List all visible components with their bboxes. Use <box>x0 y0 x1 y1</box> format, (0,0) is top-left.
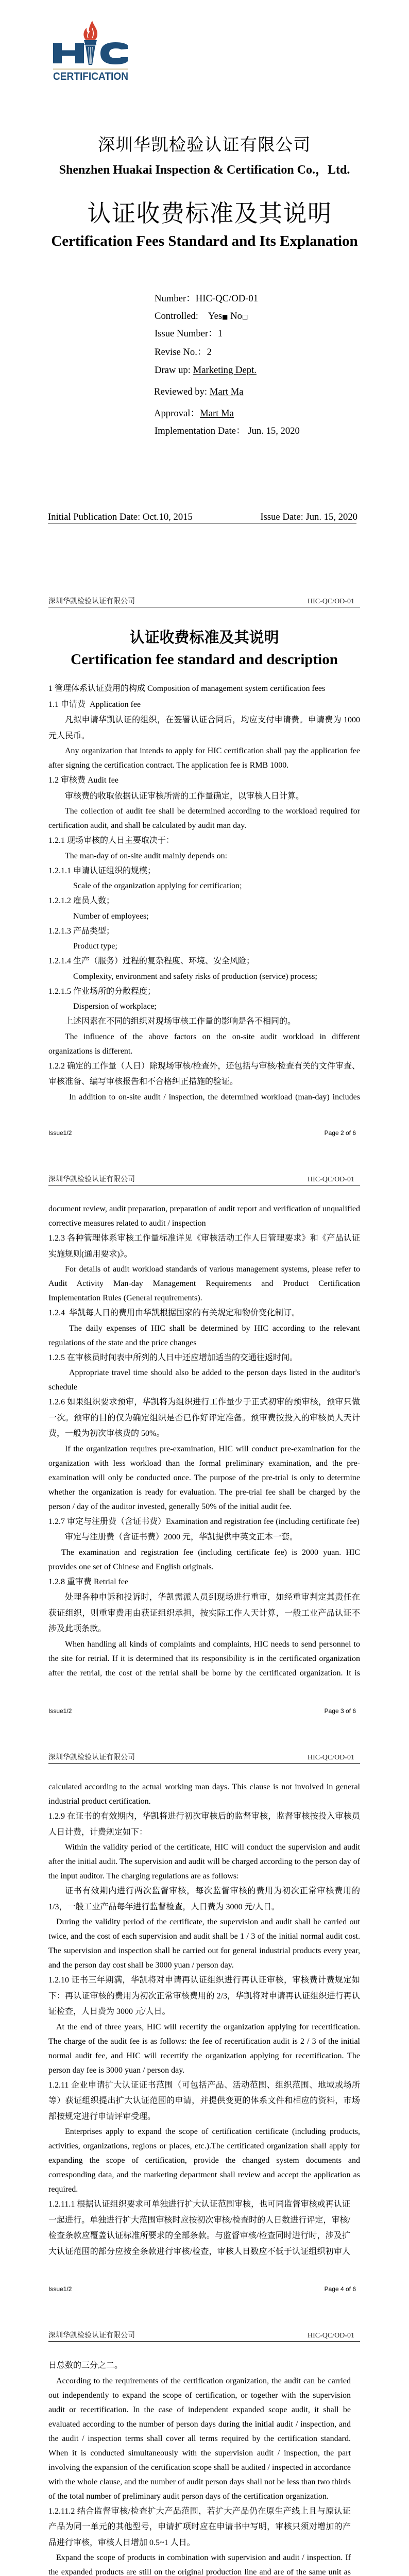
body-paragraph: Enterprises apply to expand the scope of certification certificate (including products, activities, organizations, regions or places, etc.).The certificated organization shall apply for expanding the scope of certification, provide the changed system documents and corresponding data, and the marketing department shall review and accept the application as required. <box>48 2127 360 2194</box>
header-company-name: 深圳华凯检验认证有限公司 <box>48 1176 135 1183</box>
body-paragraph: Appropriate travel time should also be added to the person days listed in the auditor's schedule <box>48 1368 360 1392</box>
hic-certification-logo <box>53 21 128 80</box>
body-paragraph: 凡拟申请华凯认证的组织，在签署认证合同后，均应支付申请费。申请费为 1000 元人民币。 <box>48 716 360 740</box>
clause-heading: 1.2.11.1 根据认证组织要求可单独进行扩大认证范围审核，也可同监督审核或再认证一起进行。单独进行扩大范围审核时应按初次审核/检查时的人日数进行评定，审核/检查条款应覆盖认证标准所要求的全部条款。与监督审核/检查同时进行时，涉及扩大认证范围的部分应按全条款进行审核/检查，审核人日数应不低于认证组织初审人 <box>48 2200 350 2256</box>
page-body <box>48 2358 360 2576</box>
issue-date: Issue Date: Jun. 15, 2020 <box>260 512 357 522</box>
list-item: Complexity, environment and safety risks of production (service) process; <box>73 972 317 981</box>
clause-heading: 1.2.8 重审费 Retrial fee <box>48 1577 129 1586</box>
issue-number-label: Issue Number： <box>155 328 218 339</box>
page-header <box>48 596 360 607</box>
page-footer <box>48 2285 356 2293</box>
footer-issue: Issue1/2 <box>48 1707 72 1715</box>
list-item: Product type; <box>73 942 117 951</box>
footer-issue: Issue1/2 <box>48 2285 72 2293</box>
clause-heading: 1.2.5 在审核员时间表中所列的人日中还应增加适当的交通往返时间。 <box>48 1353 298 1362</box>
body-paragraph: The man-day of on-site audit mainly depends on: <box>65 851 228 860</box>
clause-heading: 1.2.11 企业申请扩大认证证书范围（可包括产品、活动范围、组织范围、地域或场所等）获证组织提出扩大认证范围的申请，并提供变更的体系文件和相应的资料，市场部按规定进行申请评审受理。 <box>48 2080 360 2121</box>
controlled-no-label: No <box>230 311 242 321</box>
section-title-en: Certification fee standard and description <box>71 651 338 668</box>
footer-page-number: Page 2 of 6 <box>324 1129 356 1137</box>
body-paragraph: 上述因素在不同的组织对现场审核工作量的影响是各不相同的。 <box>65 1017 296 1026</box>
document-title-en: Certification Fees Standard and Its Explanation <box>51 233 358 249</box>
draw-up-label: Draw up: <box>155 365 193 376</box>
cover-page <box>0 0 409 578</box>
clause-heading: 1.2.1.2 雇员人数； <box>48 896 115 905</box>
body-paragraph: For details of audit workload standards of various management systems, please refer to Audit Activity Man-day Management Requirements and Product Certification Implementation Rules (General requirements). <box>48 1265 360 1302</box>
body-paragraph: 审核费的收取依据认证审核所需的工作量确定，以审核人日计算。 <box>65 791 304 801</box>
section-title-cn: 认证收费标准及其说明 <box>129 630 279 646</box>
header-document-number: HIC-QC/OD-01 <box>308 1176 354 1183</box>
clause-heading: 1.2.2 确定的工作量（人日）除现场审核/检查外，还包括与审核/检查有关的文件审查、审核准备、编写审核报告和不合格纠正措施的验证。 <box>48 1061 360 1086</box>
issue-number-value: 1 <box>217 328 223 339</box>
page-footer <box>48 1707 356 1715</box>
body-paragraph: The daily expenses of HIC shall be determined by HIC according to the relevant regulations of the state and the price changes <box>48 1324 360 1347</box>
body-paragraph: 处理各种申诉和投诉时，华凯需派人员到现场进行重审，如经重审判定其责任在获证组织，则重审费用由获证组织承担，按实际工作人天计算，一般工业产品认证不涉及此项条款。 <box>48 1593 360 1633</box>
revise-no-label: Revise No.： <box>155 347 207 358</box>
meta-number <box>155 293 258 305</box>
document-page-5 <box>0 2312 409 2576</box>
document-page-3 <box>0 1156 409 1734</box>
page-header <box>48 2330 360 2342</box>
approval-label: Approval： <box>154 408 200 419</box>
logo-torch-icon <box>83 21 97 65</box>
body-paragraph: The influence of the above factors on the on-site audit workload in different organizations is different. <box>48 1032 360 1056</box>
document-page-4 <box>0 1734 409 2312</box>
page-body <box>48 1202 360 1681</box>
controlled-options <box>208 311 248 321</box>
clause-heading: 1.2 审核费 Audit fee <box>48 776 118 785</box>
body-paragraph: In addition to on-site audit / inspection, the determined workload (man-day) includes <box>69 1092 360 1101</box>
body-paragraph: Any organization that intends to apply for HIC certification shall pay the application fee after signing the certification contract. The application fee is RMB 1000. <box>48 747 360 770</box>
number-label: Number： <box>155 293 196 304</box>
footer-page-number: Page 4 of 6 <box>324 2285 356 2293</box>
implementation-date-value: Jun. 15, 2020 <box>248 426 300 436</box>
clause-heading: 1.2.11.2 结合监督审核/检查扩大产品范围，若扩大产品仍在原生产线上且与原认证产品为同一单元的其他型号，申请扩项时应在申请书中写明，审核只须对增加的产品进行审核，审核人日增加 0.5~1 人日。 <box>48 2506 351 2547</box>
body-paragraph: During the validity period of the certificate, the supervision and audit shall be carried out twice, and the cost of each supervision and audit shall be 1 / 3 of the initial normal audit cost. The supervision and inspection shall be carried out for general industrial products every year, and the person day cost shall be 3000 yuan / person day. <box>48 1918 360 1970</box>
reviewed-by-label: Reviewed by: <box>154 386 210 397</box>
footer-page-number: Page 3 of 6 <box>324 1707 356 1715</box>
document-pages <box>0 578 409 2576</box>
header-document-number: HIC-QC/OD-01 <box>308 2332 354 2340</box>
reviewed-by-value: Mart Ma <box>209 386 244 397</box>
document-title-cn: 认证收费标准及其说明 <box>87 200 332 227</box>
clause-heading: 1.2.1.3 产品类型； <box>48 926 115 936</box>
logo-letter-h-icon <box>53 43 84 63</box>
clause-heading: 1.2.1.1 申请认证组织的规模； <box>48 866 156 875</box>
approval-value: Mart Ma <box>200 408 234 419</box>
body-paragraph: According to the requirements of the certification organization, the audit can be carried out independently to expand the scope of certification, or together with the supervision audit or recertification. In the case of independent expanded scope audit, it shall be evaluated according to the number of person days during the initial audit / inspection, and the audit / inspection terms shall cover all terms required by the certification standard. When it is conducted simultaneously with the supervision audit / inspection, the part involving the expansion of the certification scope shall be audited / inspected in accordance with the whole clause, and the number of audit person days shall not be less than two thirds of the total number of preliminary audit person days of the certification organization. <box>48 2376 351 2501</box>
page-body <box>48 624 360 1105</box>
controlled-yes-label: Yes <box>208 311 223 321</box>
meta-implementation-date <box>155 425 300 437</box>
clause-heading: 1.2.10 证书三年期满，华凯将对申请再认证组织进行再认证审核，审核费计费规定如下：再认证审核的费用为初次正常审核费用的 2/3，华凯将对申请再认证组织进行再认证检查，人日费为 3000 元/人日。 <box>48 1976 360 2016</box>
document-page-2 <box>0 578 409 1156</box>
page-footer <box>48 1129 356 1137</box>
flame-icon <box>83 21 97 40</box>
body-paragraph: The examination and registration fee (including certificate fee) is 2000 yuan. HIC provides one set of Chinese and English originals. <box>48 1548 360 1571</box>
body-paragraph: If the organization requires pre-examination, HIC will conduct pre-examination for the organization with less workload than the formal preliminary examination, and the pre-examination will only be conducted once. The purpose of the pre-trial is only to determine whether the organization is ready for evaluation. The pre-trial fee shall be charged by the person / day of the auditor invested, generally 50% of the initial audit fee. <box>48 1444 360 1511</box>
body-paragraph: At the end of three years, HIC will recertify the organization applying for recertification. The charge of the audit fee is as follows: the fee of recertification audit is 2 / 3 of the initial normal audit fee, and HIC will recertify the organization applying for recertification. The person day fee is 3000 yuan / person day. <box>48 2022 360 2075</box>
draw-up-value: Marketing Dept. <box>193 365 257 376</box>
body-paragraph: Within the validity period of the certificate, HIC will conduct the supervision and audit after the initial audit. The supervision and audit will be charged according to the person day of the input auditor. The charging regulations are as follows: <box>48 1843 360 1880</box>
body-paragraph: 审定与注册费（含证书费）2000 元，华凯提供中英文正本一套。 <box>65 1533 298 1541</box>
body-paragraph: The collection of audit fee shall be determined according to the workload required for certification audit, and shall be calculated by audit man day. <box>48 807 360 830</box>
publication-dates <box>48 511 356 523</box>
clause-heading: 1.2.6 如果组织要求预审，华凯将为组织进行工作量少于正式初审的预审核，预审只做一次。预审的目的仅为确定组织是否已作好评定准备。预审费按投入的审核员人天计费，一般为初次审核费的 50%。 <box>48 1398 360 1438</box>
page-header <box>48 1752 360 1764</box>
controlled-label: Controlled: <box>155 311 198 321</box>
implementation-date-label: Implementation Date： <box>155 426 248 436</box>
list-item: Number of employees; <box>73 911 149 921</box>
body-paragraph: document review, audit preparation, preparation of audit report and verification of unqualified corrective measures related to audit / inspection <box>48 1205 360 1228</box>
logo-graphic <box>53 21 128 80</box>
clause-heading: 1.2.7 审定与注册费（含证书费）Examination and registration fee (including certificate fee) <box>48 1517 360 1526</box>
body-paragraph: 日总数的三分之二。 <box>48 2361 123 2370</box>
meta-reviewed-by <box>154 386 244 398</box>
number-value: HIC-QC/OD-01 <box>195 293 259 304</box>
footer-issue: Issue1/2 <box>48 1129 72 1137</box>
logo-letter-c-icon <box>100 42 128 64</box>
header-document-number: HIC-QC/OD-01 <box>308 1754 354 1761</box>
list-item: Scale of the organization applying for certification; <box>73 882 242 890</box>
clause-heading: 1.2.9 在证书的有效期内，华凯将进行初次审核后的监督审核，监督审核按投入审核员人日计费，计费规定如下： <box>48 1812 360 1837</box>
logo-tagline: CERTIFICATION <box>53 71 128 80</box>
clause-heading: 1 管理体系认证费用的构成 Composition of management system certification fees <box>48 684 326 693</box>
body-paragraph: calculated according to the actual working man days. This clause is not involved in general industrial product certification. <box>48 1783 360 1806</box>
header-company-name: 深圳华凯检验认证有限公司 <box>48 598 135 605</box>
header-document-number: HIC-QC/OD-01 <box>308 598 354 605</box>
clause-heading: 1.2.1.4 生产（服务）过程的复杂程度、环境、安全风险； <box>48 957 255 965</box>
page-header <box>48 1174 360 1185</box>
company-name-en: Shenzhen Huakai Inspection & Certification Co.，Ltd. <box>59 163 350 177</box>
meta-controlled <box>155 310 248 323</box>
clause-heading: 1.2.3 各种管理体系审核工作量标准详见《审核活动工作人日管理要求》和《产品认证实施规则(通用要求)》。 <box>48 1234 360 1259</box>
body-paragraph: When handling all kinds of complaints and complaints, HIC needs to send personnel to the site for retrial. If it is determined that its responsibility is in the certificated organization after the retrial, the cost of the retrial shall be borne by the certificated organization. It is <box>48 1639 360 1677</box>
header-company-name: 深圳华凯检验认证有限公司 <box>48 1754 135 1761</box>
page-body <box>48 1780 360 2260</box>
meta-approval <box>154 408 234 420</box>
initial-publication-date: Initial Publication Date: Oct.10, 2015 <box>48 512 193 522</box>
unchecked-box-icon: □ <box>242 313 248 320</box>
clause-heading: 1.1 申请费 Application fee <box>48 700 141 709</box>
meta-issue-number <box>155 328 223 340</box>
revise-no-value: 2 <box>207 347 212 358</box>
list-item: Dispersion of workplace; <box>73 1002 157 1011</box>
checked-box-icon: ■ <box>222 313 228 320</box>
meta-draw-up <box>155 364 257 377</box>
body-paragraph: Expand the scope of products in combination with supervision and audit / inspection. If the expanded products are still on the original production line and are of the same unit as <box>48 2553 351 2576</box>
meta-revise-no <box>155 346 212 359</box>
logo-divider <box>53 69 128 70</box>
clause-heading: 1.2.4 华凯每人日的费用由华凯根据国家的有关规定和物价变化制订。 <box>48 1309 300 1317</box>
body-paragraph: 证书有效期内进行两次监督审核，每次监督审核的费用为初次正常审核费用的 1/3，一般工业产品每年进行监督检查，人日费为 3000 元/人日。 <box>48 1887 360 1911</box>
header-company-name: 深圳华凯检验认证有限公司 <box>48 2332 135 2340</box>
company-name-cn: 深圳华凯检验认证有限公司 <box>98 136 311 155</box>
clause-heading: 1.2.1 现场审核的人日主要取决于： <box>48 836 175 845</box>
clause-heading: 1.2.1.5 作业场所的分散程度； <box>48 987 156 996</box>
